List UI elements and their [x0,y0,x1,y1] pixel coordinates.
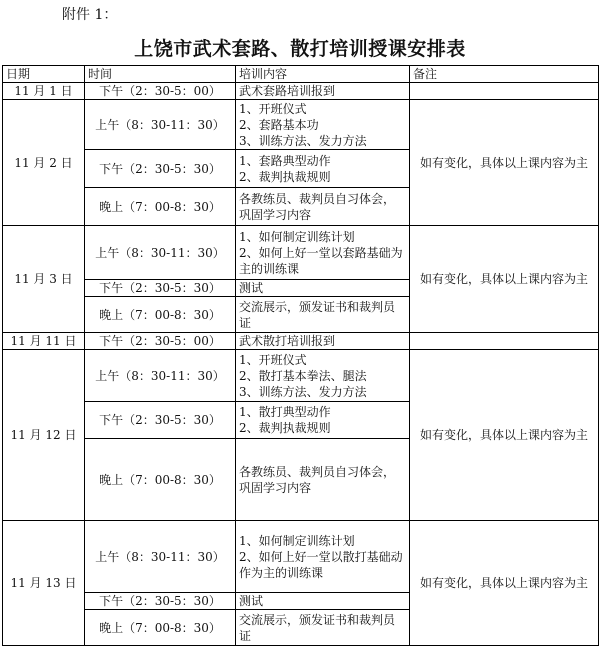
content-line: 1、散打典型动作 [239,405,331,419]
content-cell: 武术套路培训报到 [236,83,410,100]
content-line: 2、裁判执裁规则 [239,421,331,435]
header-date: 日期 [3,66,85,83]
time-cell: 晚上（7：00-8：30） [85,439,236,521]
content-cell: 武术散打培训报到 [236,333,410,350]
time-cell: 上午（8：30-11：30） [85,521,236,593]
content-line: 1、如何制定训练计划 [239,229,355,244]
date-cell: 11 月 3 日 [3,226,85,333]
table-row [3,100,599,150]
time-cell: 下午（2：30-5：30） [85,280,236,297]
table-row [3,226,599,280]
content-line: 1、套路典型动作 [239,153,331,168]
table-row [3,333,599,350]
content-line: 2、如何上好一堂以套路基础为主的训练课 [239,245,403,276]
content-line: 2、散打基本拳法、腿法 [239,368,367,383]
date-cell: 11 月 11 日 [3,333,85,350]
time-cell: 晚上（7：00-8：30） [85,297,236,333]
note-cell [410,333,599,350]
content-line: 1、开班仪式 [239,101,307,116]
table-row [3,521,599,593]
time-cell: 上午（8：30-11：30） [85,226,236,280]
note-cell: 如有变化，具体以上课内容为主 [410,226,599,333]
date-cell: 11 月 1 日 [3,83,85,100]
header-content: 培训内容 [236,66,410,83]
time-cell: 下午（2：30-5：30） [85,593,236,610]
content-cell: 各教练员、裁判员自习体会，巩固学习内容 [236,439,410,521]
header-time: 时间 [85,66,236,83]
note-cell: 如有变化，具体以上课内容为主 [410,350,599,521]
content-cell [236,521,410,593]
note-cell [410,83,599,100]
time-cell: 下午（2：30-5：00） [85,333,236,350]
content-line: 2、套路基本功 [239,117,319,132]
note-cell: 如有变化，具体以上课内容为主 [410,521,599,646]
content-cell: 测试 [236,593,410,610]
table-row [3,350,599,402]
schedule-table [2,65,599,646]
content-cell [236,226,410,280]
time-cell: 晚上（7：00-8：30） [85,188,236,226]
date-cell: 11 月 2 日 [3,100,85,226]
content-cell [236,350,410,402]
note-cell: 如有变化，具体以上课内容为主 [410,100,599,226]
date-cell: 11 月 13 日 [3,521,85,646]
content-line: 1、如何制定训练计划 [239,533,355,548]
content-line: 3、训练方法、发力方法 [239,384,367,399]
page-title: 上饶市武术套路、散打培训授课安排表 [134,38,466,60]
time-cell: 下午（2：30-5：00） [85,83,236,100]
content-cell [236,402,410,439]
header-row [3,66,599,83]
content-line: 2、如何上好一堂以散打基础动作为主的训练课 [239,549,403,580]
time-cell: 下午（2：30-5：30） [85,402,236,439]
content-cell: 交流展示，颁发证书和裁判员证 [236,297,410,333]
header-note: 备注 [410,66,599,83]
annex-label: 附件 1： [62,7,118,23]
time-cell: 晚上（7：00-8：30） [85,610,236,646]
content-cell: 测试 [236,280,410,297]
content-cell: 各教练员、裁判员自习体会，巩固学习内容 [236,188,410,226]
content-line: 2、裁判执裁规则 [239,169,331,184]
content-line: 3、训练方法、发力方法 [239,133,367,148]
table-row [3,83,599,100]
time-cell: 上午（8：30-11：30） [85,100,236,150]
content-cell: 交流展示，颁发证书和裁判员证 [236,610,410,646]
time-cell: 上午（8：30-11：30） [85,350,236,402]
content-cell [236,150,410,188]
content-cell [236,100,410,150]
content-line: 1、开班仪式 [239,352,307,367]
date-cell: 11 月 12 日 [3,350,85,521]
time-cell: 下午（2：30-5：30） [85,150,236,188]
